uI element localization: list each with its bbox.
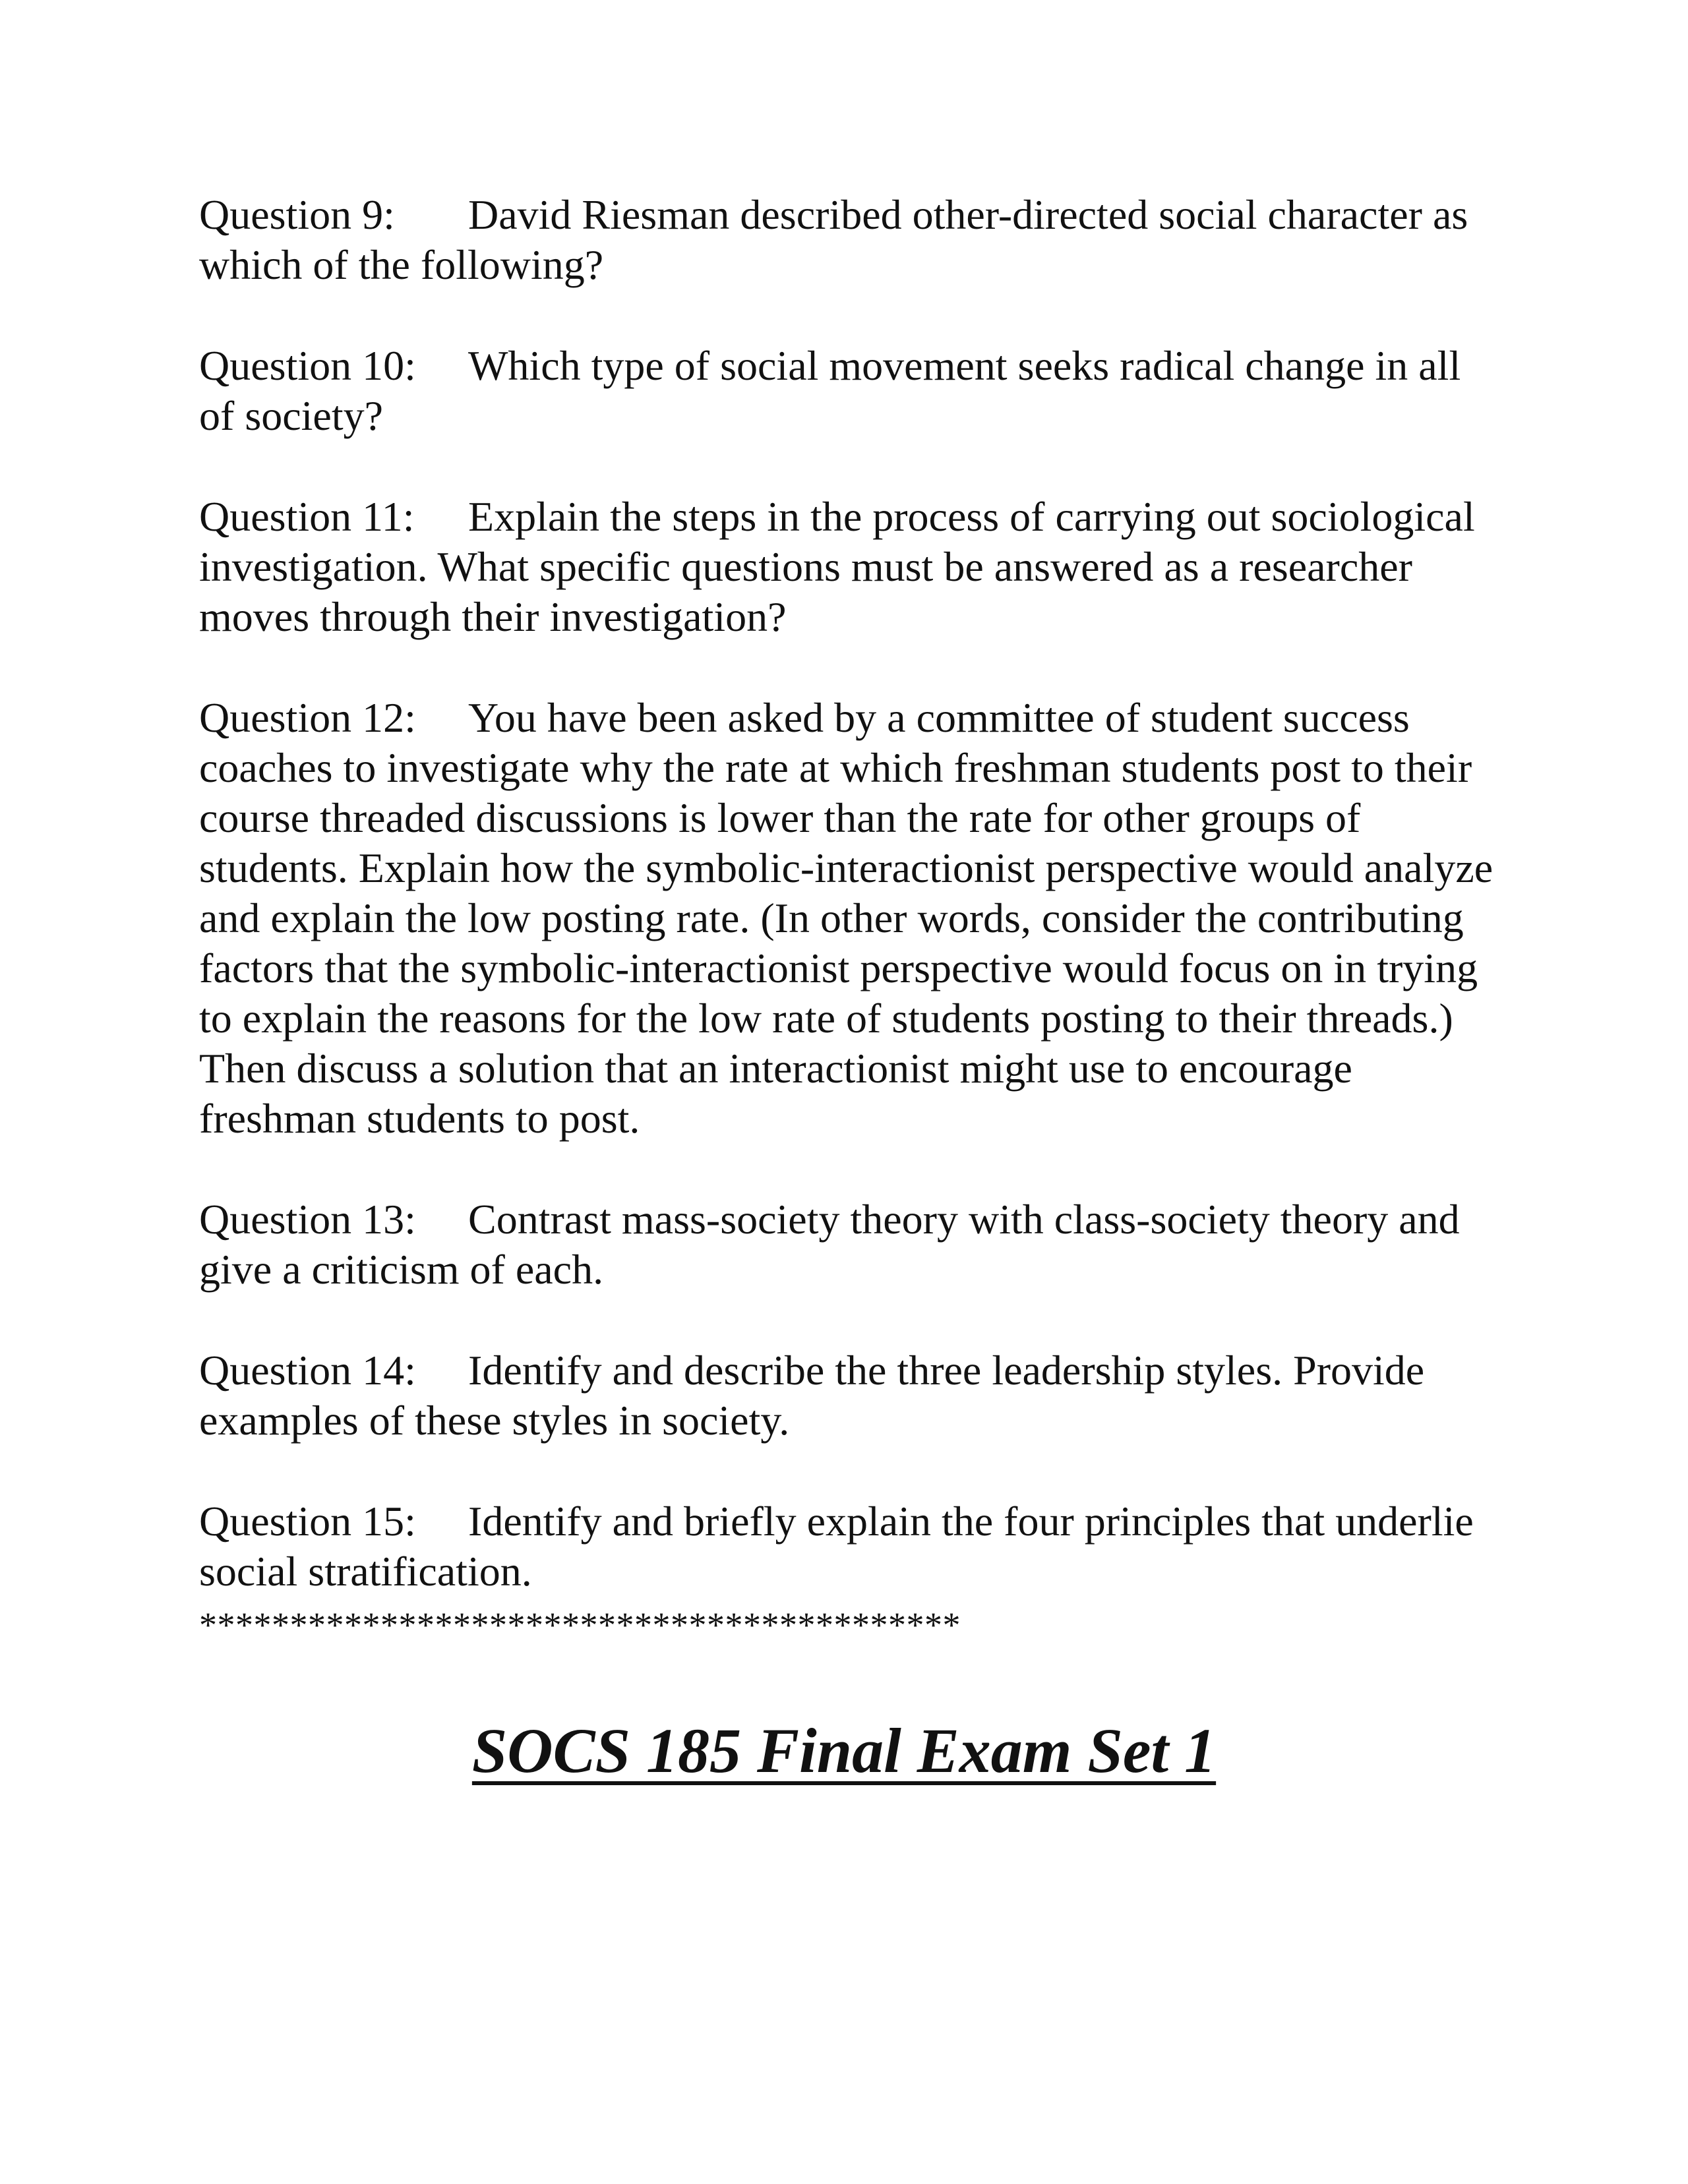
- question-list: [199, 190, 1505, 1645]
- question-label: Question 15:: [199, 1498, 416, 1545]
- question-12: [199, 693, 1505, 1144]
- question-label: Question 13:: [199, 1196, 416, 1243]
- exam-title: SOCS 185 Final Exam Set 1: [471, 1715, 1217, 1786]
- question-14: [199, 1345, 1505, 1446]
- question-text: Which type of social movement seeks radical change in all of society?: [199, 342, 1461, 439]
- asterisk-divider: ******************************************: [199, 1605, 961, 1645]
- question-text: Explain the steps in the process of carrying out sociological investigation. What specific questions must be answered as a researcher moves through their investigation?: [199, 493, 1475, 640]
- question-9: [199, 190, 1505, 290]
- question-text: Contrast mass-society theory with class-society theory and give a criticism of each.: [199, 1196, 1460, 1293]
- question-text: You have been asked by a committee of student success coaches to investigate why the rate at which freshman students post to their course threaded discussions is lower than the rate for other groups of students. Explain how the symbolic-interactionist perspective would analyze and explain the low posting rate. (In other words, consider the contributing factors that the symbolic-interactionist perspective would focus on in trying to explain the reasons for the low rate of students posting to their threads.) Then discuss a solution that an interactionist might use to encourage freshman students to post.: [199, 694, 1493, 1142]
- question-text: Identify and briefly explain the four principles that underlie social stratification.: [199, 1498, 1474, 1595]
- question-text: Identify and describe the three leadership styles. Provide examples of these styles in society.: [199, 1347, 1425, 1444]
- question-15: [199, 1496, 1505, 1597]
- question-label: Question 11:: [199, 493, 415, 540]
- question-label: Question 9:: [199, 191, 395, 238]
- question-label: Question 12:: [199, 694, 416, 741]
- question-label: Question 10:: [199, 342, 416, 389]
- question-text: David Riesman described other-directed social character as which of the following?: [199, 191, 1468, 288]
- question-11: [199, 492, 1505, 642]
- question-10: [199, 341, 1505, 441]
- question-label: Question 14:: [199, 1347, 416, 1394]
- question-13: [199, 1195, 1505, 1295]
